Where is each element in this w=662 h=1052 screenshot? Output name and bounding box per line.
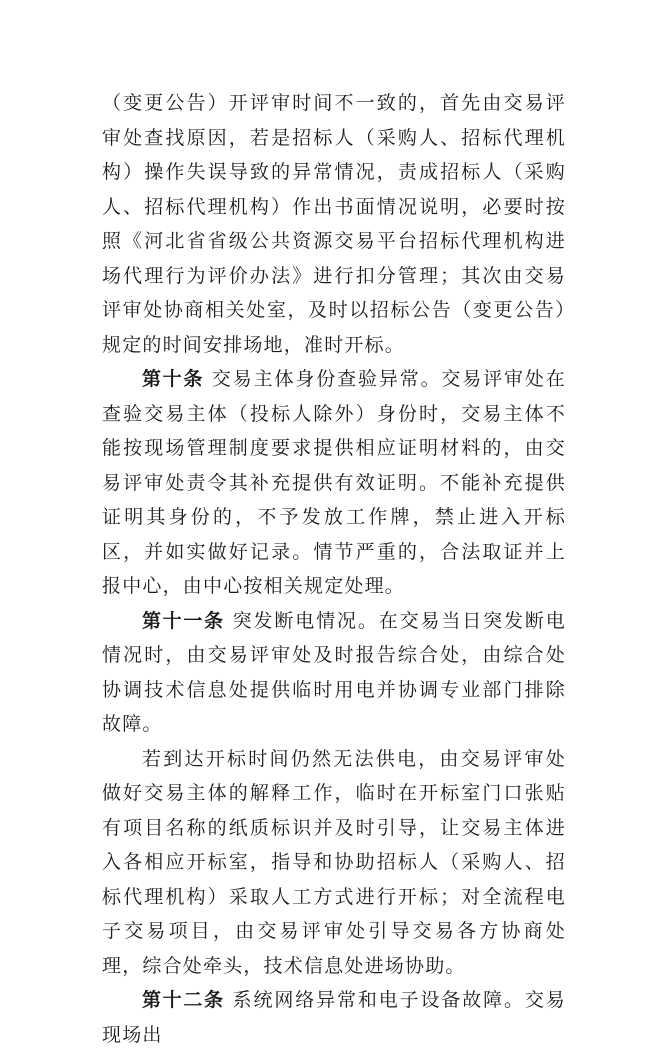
paragraph-text: （变更公告）开评审时间不一致的，首先由交易评审处查找原因，若是招标人（采购人、招标代理机构）操作失误导致的异常情况，责成招标人（采购人、招标代理机构）作出书面情况说明，必要时按照《河北省省级公共资源交易平台招标代理机构进场代理行为评价办法》进行扣分管理；其次由交易评审处协商相关处室，及时以招标公告（变更公告）规定的时间安排场地，准时开标。 [102,92,566,356]
paragraph-text: 若到达开标时间仍然无法供电，由交易评审处做好交易主体的解释工作，临时在开标室门口张贴有项目名称的纸质标识并及时引导，让交易主体进入各相应开标室，指导和协助招标人（采购人、招标代理机构）采取人工方式进行开标；对全流程电子交易项目，由交易评审处引导交易各方协商处理，综合处牵头，技术信息处进场协助。 [102,747,566,977]
paragraph-text: 系统网络异常和电子设备故障。交易现场出 [102,989,566,1046]
article-10 [102,362,566,604]
paragraph-text: 突发断电情况。在交易当日突发断电情况时，由交易评审处及时报告综合处，由综合处协调技术信息处提供临时用电并协调专业部门排除故障。 [102,609,566,735]
paragraph-continuation [102,86,566,362]
paragraph-power-outage [102,742,566,984]
article-label: 第十二条 [142,989,225,1011]
article-11 [102,604,566,742]
article-12 [102,983,566,1052]
article-label: 第十一条 [142,609,225,632]
article-label: 第十条 [142,368,204,390]
paragraph-text: 交易主体身份查验异常。交易评审处在查验交易主体（投标人除外）身份时，交易主体不能按现场管理制度要求提供相应证明材料的，由交易评审处责令其补充提供有效证明。不能补充提供证明其身份的，不予发放工作牌，禁止进入开标区，并如实做好记录。情节严重的，合法取证并上报中心，由中心按相关规定处理。 [102,368,566,597]
